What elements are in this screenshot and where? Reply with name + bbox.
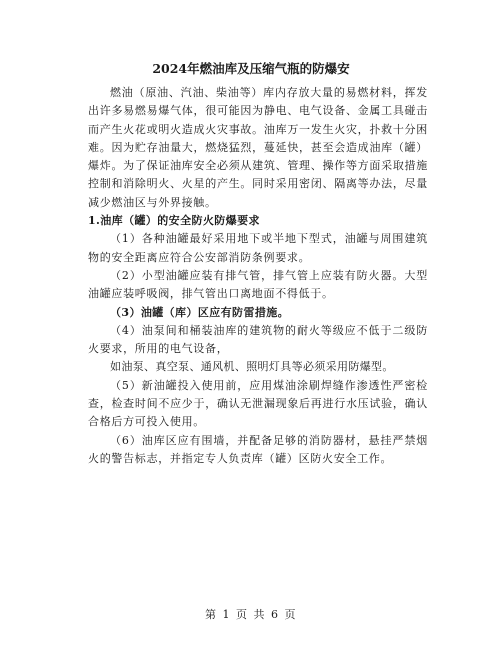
intro-paragraph: 燃油（原油、汽油、柴油等）库内存放大量的易燃材料，挥发出许多易燃易爆气体，很可能因为静电、电气设备、金属工具碰击而产生火花或明火造成火灾事故。油库万一发生火灾，扑救十分困难。因为贮存油量大，燃烧猛烈，蔓延快，甚至会造成油库（罐）爆炸。为了保证油库安全必须从建筑、管理、操作等方面采取措施控制和消除明火、火星的产生。同时采用密闭、隔离等办法，尽量减少燃油区与外界接触。 xyxy=(88,86,428,209)
item-4-continuation: 如油泵、真空泵、通风机、照明灯具等必须采用防爆型。 xyxy=(110,360,394,374)
section-heading-fire-safety: 1.油库（罐）的安全防火防爆要求 xyxy=(88,214,260,228)
document-title: 2024年燃油库及压缩气瓶的防爆安 xyxy=(152,61,350,76)
item-4-paragraph: （4）油泵间和桶装油库的建筑物的耐火等级应不低于二级防火要求，所用的电气设备， xyxy=(88,323,428,356)
item-6-paragraph: （6）油库区应有围墙，并配备足够的消防器材，悬挂严禁烟火的警告标志，并指定专人负责库（罐）区防火安全工作。 xyxy=(88,433,428,465)
item-2-paragraph: （2）小型油罐应装有排气管，排气管上应装有防火器。大型油罐应装呼吸阀，排气管出口离地面不得低于。 xyxy=(88,268,428,301)
item-1-paragraph: （1）各种油罐最好采用地下或半地下型式，油罐与周围建筑物的安全距离应符合公安部消防条例要求。 xyxy=(88,232,428,264)
item-3-heading: （3）油罐（库）区应有防雷措施。 xyxy=(110,305,290,319)
item-5-paragraph: （5）新油罐投入使用前，应用煤油涂刷焊缝作渗透性严密检查，检查时间不应少于，确认无泄漏现象后再进行水压试验，确认合格后方可投入使用。 xyxy=(88,378,428,429)
document-body xyxy=(88,84,428,468)
page-footer: 第 1 页 共 6 页 xyxy=(205,608,297,621)
